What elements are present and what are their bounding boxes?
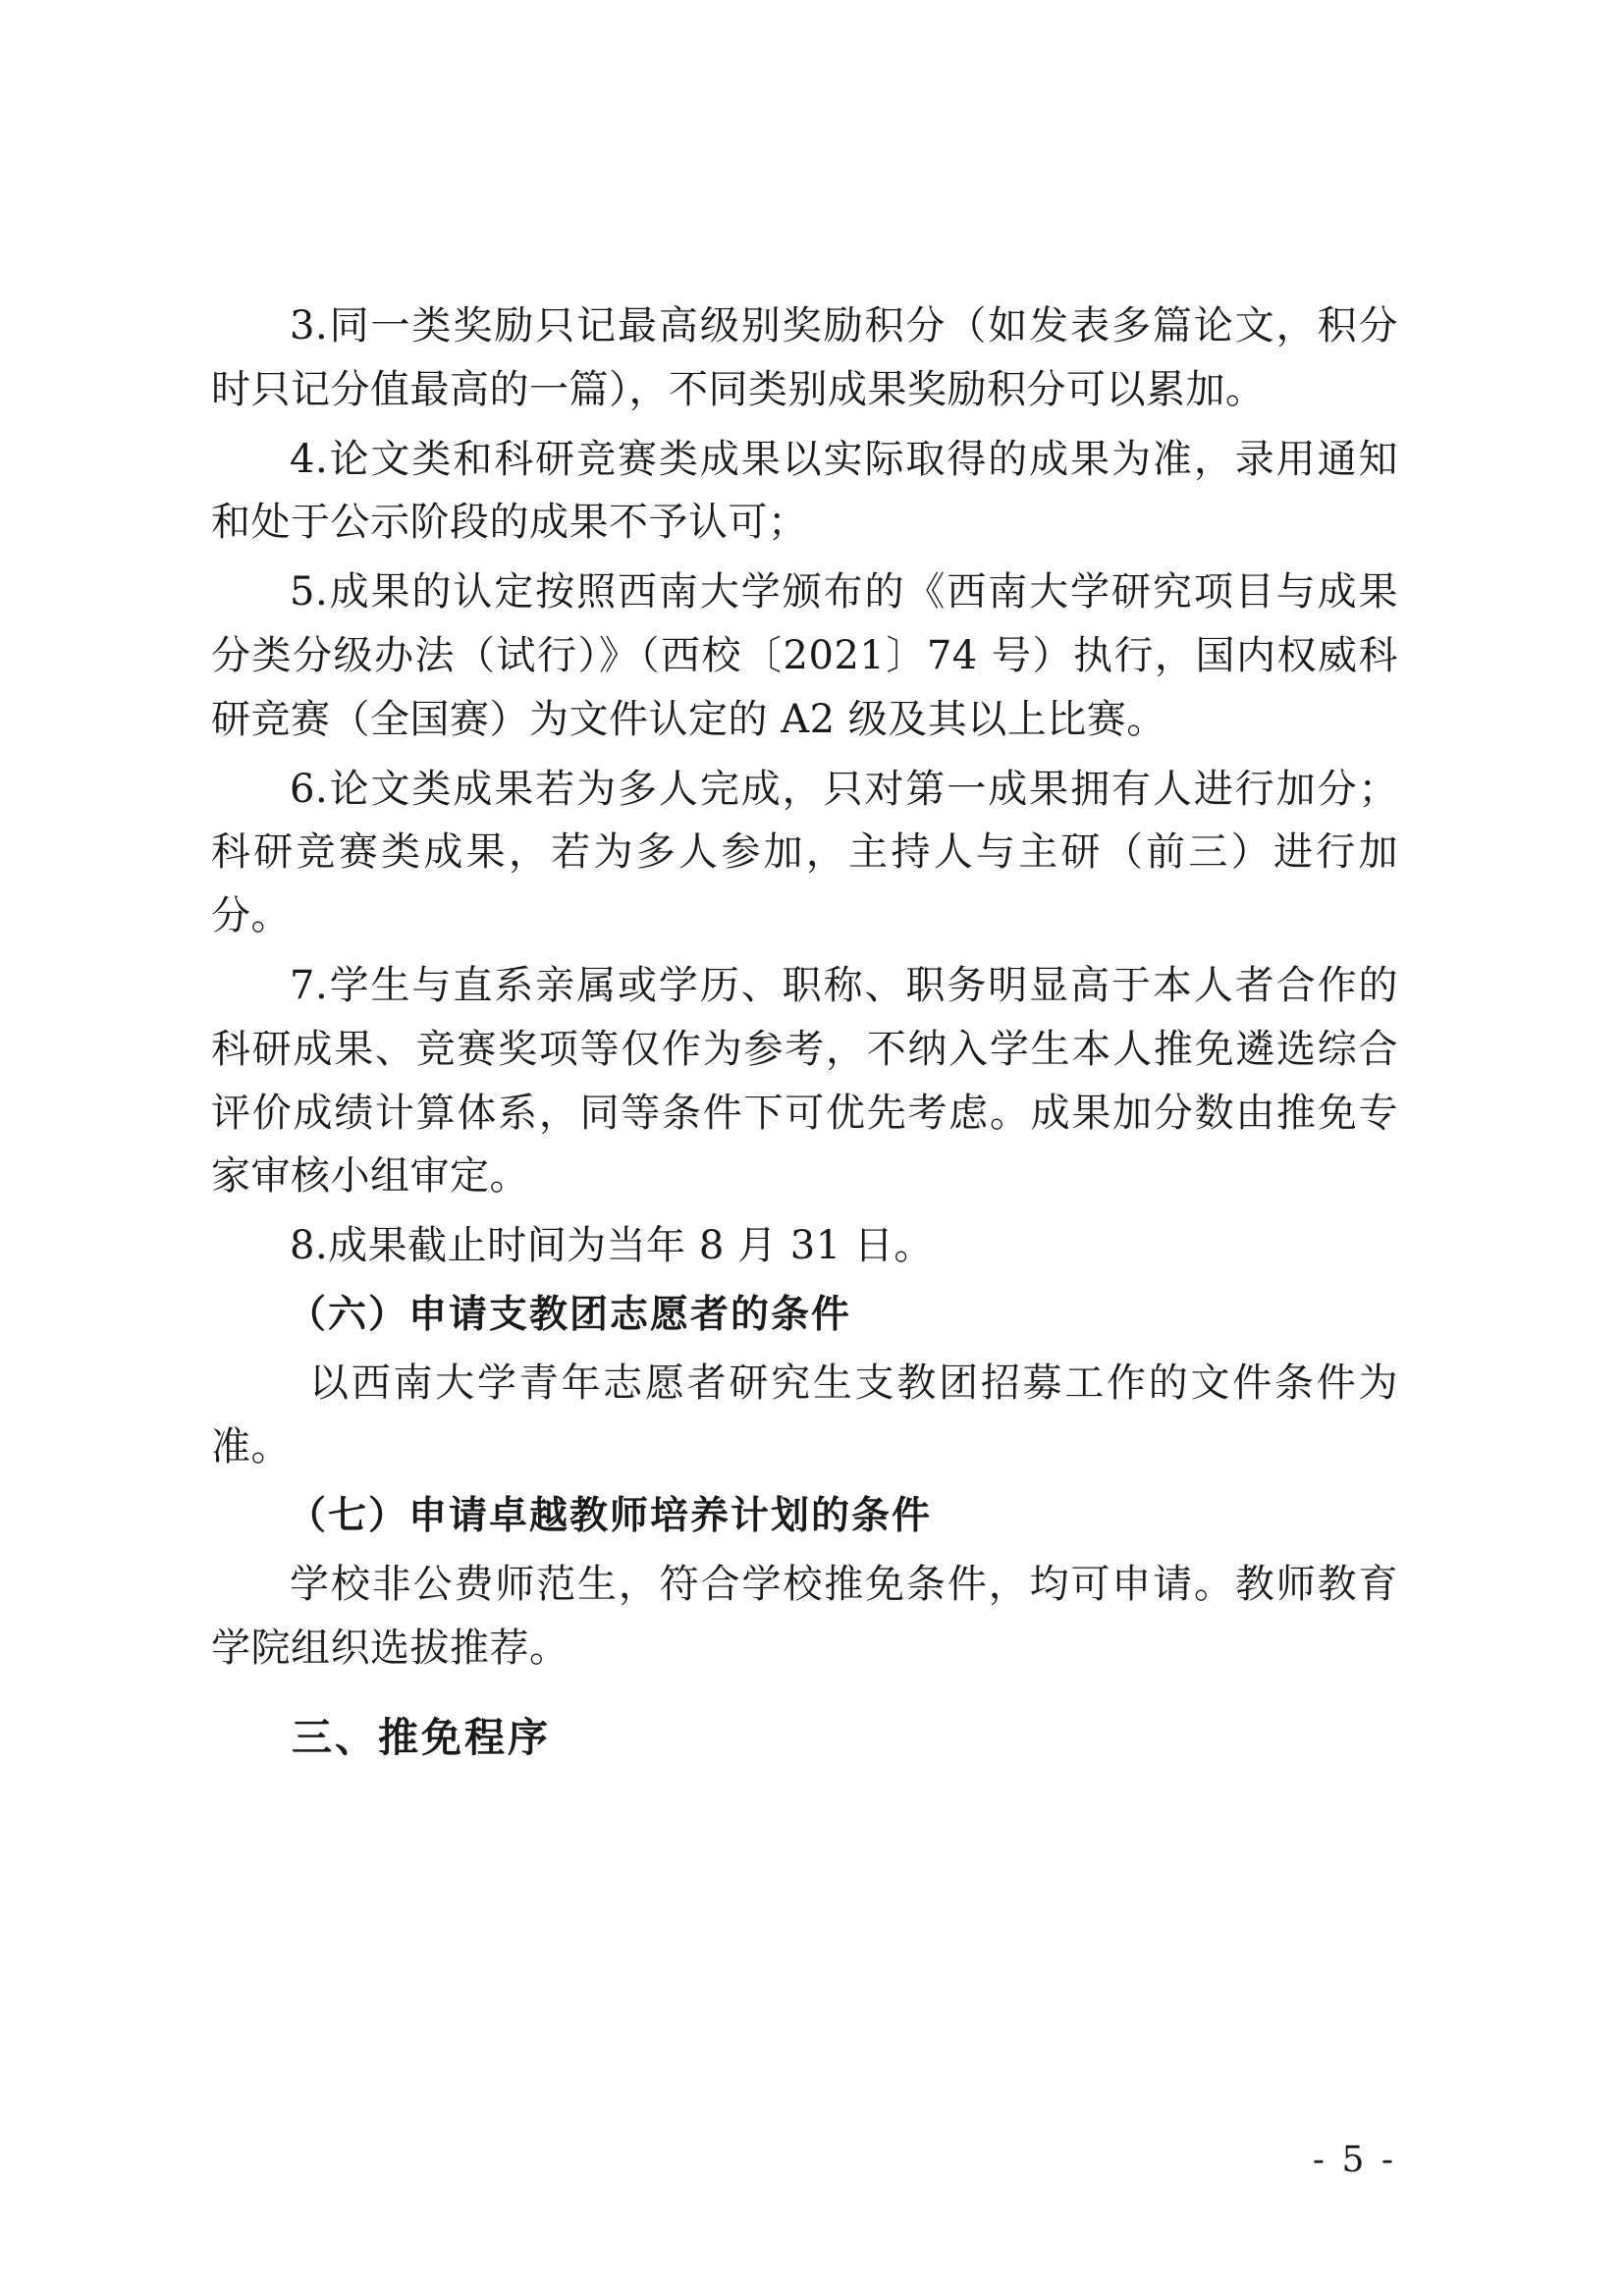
paragraph-subsection-six-body: 以西南大学青年志愿者研究生支教团招募工作的文件条件为准。 bbox=[211, 1361, 1398, 1469]
document-body bbox=[211, 294, 1398, 1771]
paragraph-item-6: 6.论文类成果若为多人完成，只对第一成果拥有人进行加分；科研竞赛类成果，若为多人参加，主持人与主研（前三）进行加分。 bbox=[211, 766, 1398, 939]
subsection-heading-seven: （七）申请卓越教师培养计划的条件 bbox=[288, 1493, 933, 1538]
paragraph-item-4: 4.论文类和科研竞赛类成果以实际取得的成果为准，录用通知和处于公示阶段的成果不予认可； bbox=[211, 436, 1398, 546]
paragraph-subsection-seven-body: 学校非公费师范生，符合学校推免条件，均可申请。教师教育学院组织选拔推荐。 bbox=[211, 1561, 1398, 1671]
paragraph-item-5: 5.成果的认定按照西南大学颁布的《西南大学研究项目与成果分类分级办法（试行）》（西校〔2021〕74 号）执行，国内权威科研竞赛（全国赛）为文件认定的 A2 级及其以上比赛。 bbox=[211, 569, 1398, 742]
paragraph-item-8: 8.成果截止时间为当年 8 月 31 日。 bbox=[290, 1223, 934, 1269]
subsection-heading-six: （六）申请支教团志愿者的条件 bbox=[288, 1292, 852, 1337]
paragraph-item-3: 3.同一类奖励只记最高级别奖励积分（如发表多篇论文，积分时只记分值最高的一篇），不同类别成果奖励积分可以累加。 bbox=[211, 303, 1398, 412]
page-number: - 5 - bbox=[1312, 2140, 1396, 2180]
paragraph-item-7: 7.学生与直系亲属或学历、职称、职务明显高于本人者合作的科研成果、竞赛奖项等仅作为参考，不纳入学生本人推免遴选综合评价成绩计算体系，同等条件下可优先考虑。成果加分数由推免专家审核小组审定。 bbox=[211, 962, 1398, 1200]
section-heading-three: 三、推免程序 bbox=[292, 1714, 551, 1762]
